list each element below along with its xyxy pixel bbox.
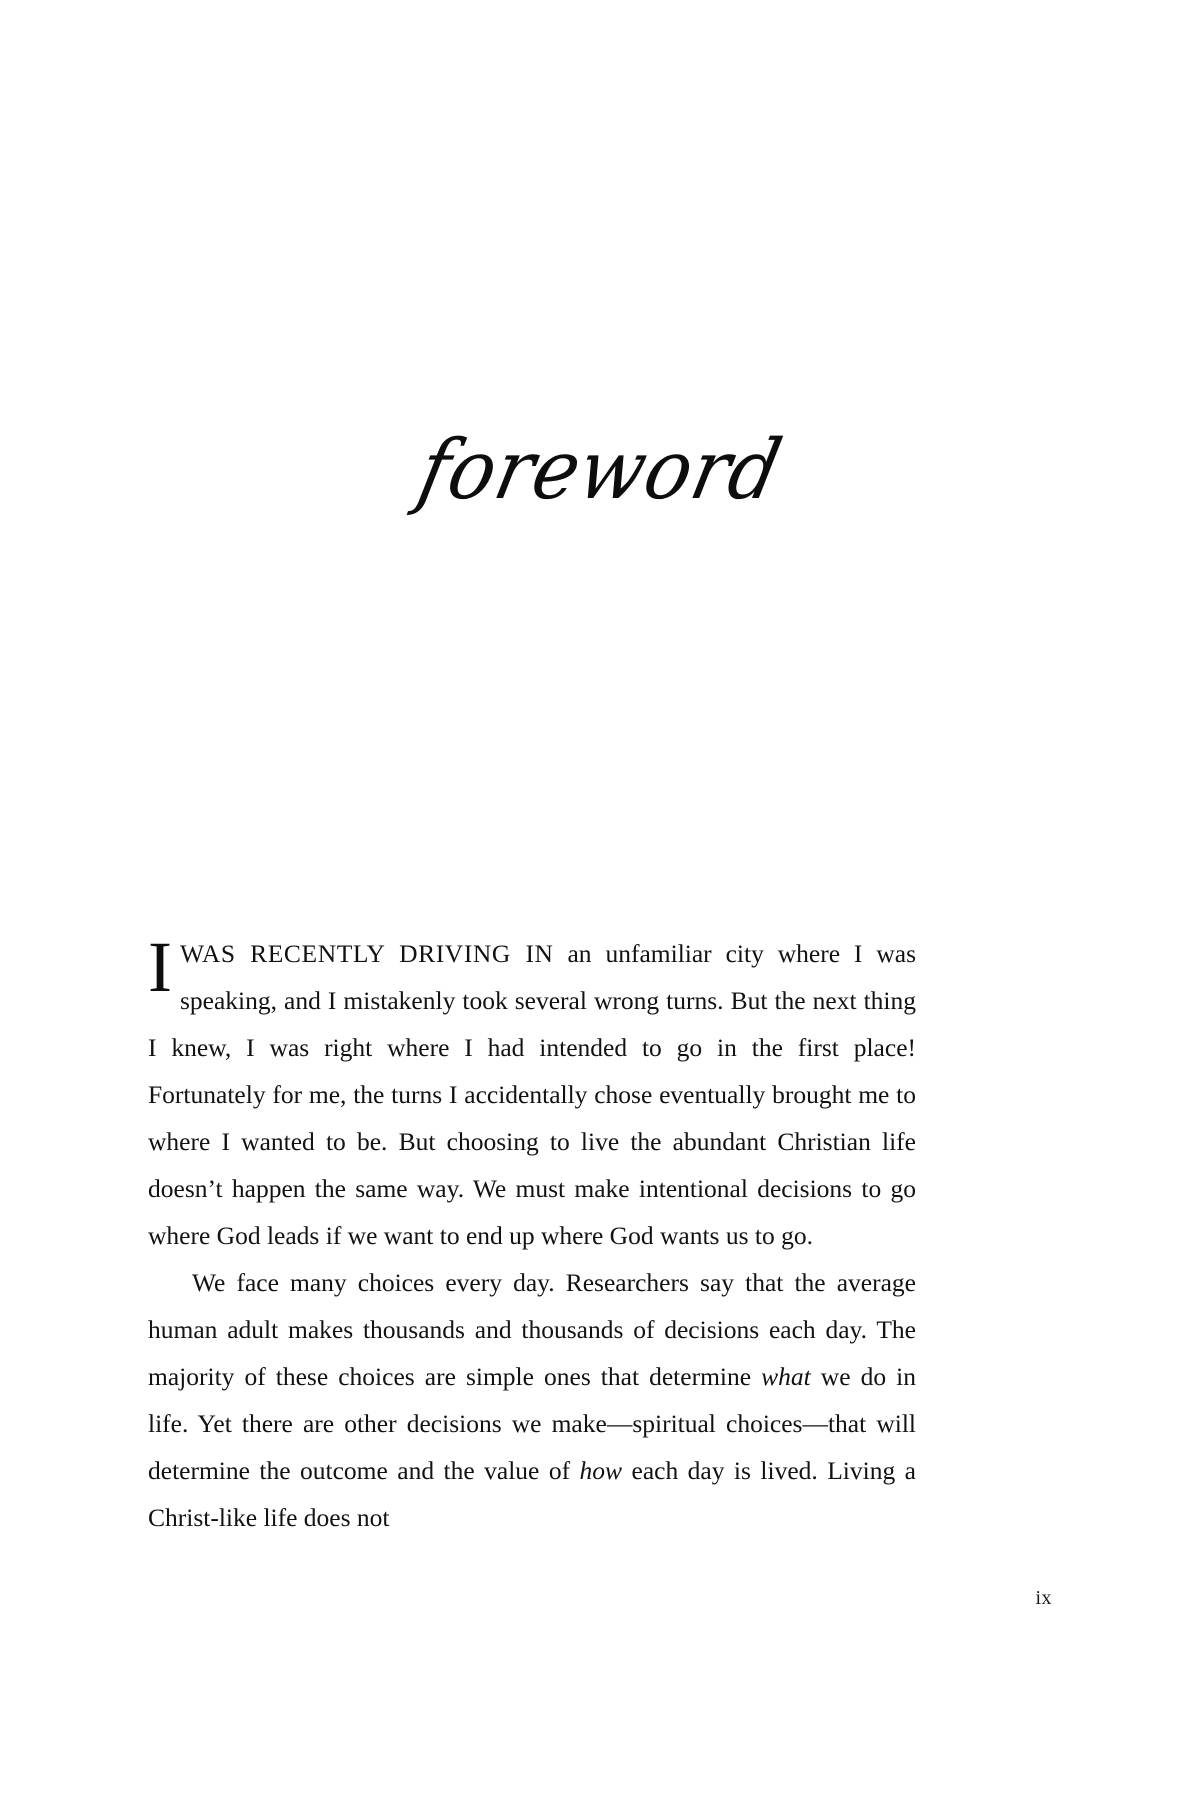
paragraph-2-text-part-2: we do in life. Yet there are other decisions we make—spiritual choices—that will determine the outcome and the value of (148, 1362, 916, 1485)
paragraph-2-text-part-1: We face many choices every day. Researchers say that the average human adult makes thousands and thousands of decisions each day. The majority of these choices are simple ones that determine (148, 1268, 916, 1391)
foreword-heading-container (0, 400, 1200, 540)
emphasis-how: how (579, 1456, 623, 1485)
page-title: foreword (410, 421, 790, 518)
paragraph-1 (148, 927, 916, 1259)
page-number: ix (1035, 1587, 1052, 1609)
opening-small-caps: WAS RECENTLY DRIVING IN (179, 939, 554, 968)
paragraph-1-text: an unfamiliar city where I was speaking, and I mistakenly took several wrong turns. But the next thing I knew, I was right where I had intended to go in the first place! Fortunately for me, the turns I accidentally chose eventually brought me to where I wanted to be. But choosing to live the abundant Christian life doesn’t happen the same way. We must make intentional decisions to go where God leads if we want to end up where God wants us to go. (148, 939, 916, 1250)
drop-cap: I (148, 927, 172, 1007)
paragraph-2 (148, 1259, 916, 1541)
body-text (148, 927, 916, 1541)
paragraph-2-text-part-3: each day is lived. Living a Christ-like life does not (148, 1456, 916, 1532)
emphasis-what: what (761, 1362, 811, 1391)
